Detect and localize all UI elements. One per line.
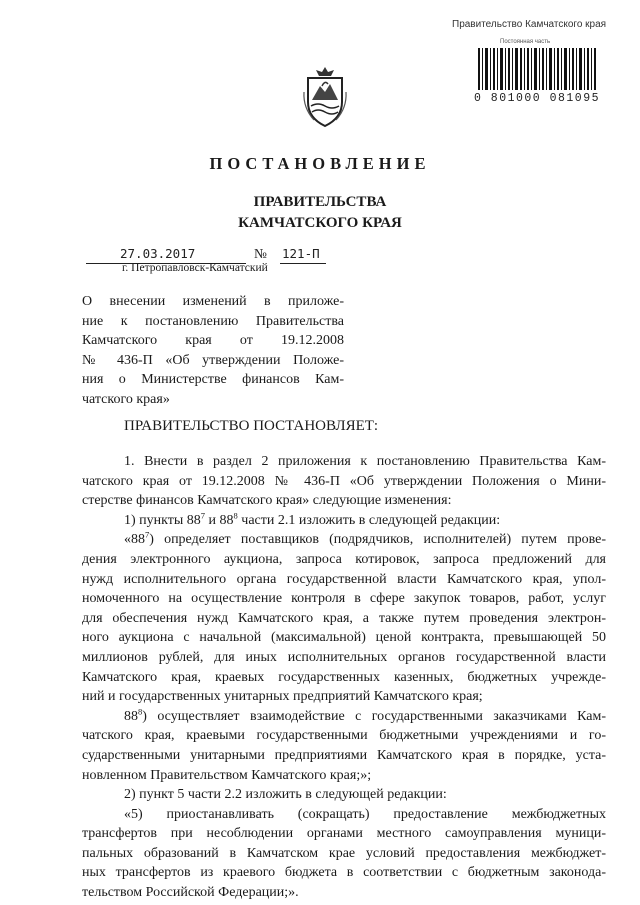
barcode-number: 0 801000 081095: [473, 92, 601, 105]
body-line: нужд исполнительного органа государственной власти Камчатского края, упол-: [82, 571, 606, 587]
number-sign: №: [254, 246, 267, 261]
body-line: для обеспечения нужд Камчатского края, а также путем проведения электрон-: [82, 610, 606, 626]
body-line: ного аукциона с начальной (максимальной) ценой контракта, превышающей 50: [82, 630, 606, 646]
city: г. Петропавловск-Камчатский: [122, 262, 268, 274]
document-type-title: ПОСТАНОВЛЕНИЕ: [209, 154, 431, 173]
document-body: [82, 452, 606, 903]
body-line: дения электронного аукциона, запроса котировок, запроса предложений для: [82, 551, 606, 567]
body-line: стерстве финансов Камчатского края» следующие изменения:: [82, 493, 452, 509]
body-line: «5) приостанавливать (сокращать) предоставление межбюджетных: [124, 806, 606, 822]
body-line: тельством Российской Федерации;».: [82, 885, 299, 901]
body-line: миллионов рублей, для иных исполнительных органов государственной власти: [82, 649, 606, 665]
decree-heading: ПРАВИТЕЛЬСТВО ПОСТАНОВЛЯЕТ:: [124, 418, 379, 434]
body-line: пальных образований в Камчатском крае условий предоставления межбюджет-: [82, 845, 606, 861]
document-date: 27.03.2017: [120, 246, 196, 261]
body-line: 1) пункты $88^7$ и $88^8$ части 2.1 изложить в следующей редакции:: [124, 510, 501, 528]
document-number: 121-П: [282, 246, 320, 261]
subject-line: № 436-П «Об утверждении Положе-: [82, 352, 344, 368]
barcode-caption: Постоянная часть: [500, 39, 551, 45]
subject-line: чатского края»: [82, 391, 170, 407]
barcode-block: [470, 38, 604, 108]
body-line: чатского края, краевыми государственными бюджетными учреждениями и го-: [82, 728, 606, 744]
subject-line: ние к постановлению Правительства: [82, 313, 344, 329]
body-line: сударственными унитарными предприятиями Камчатского края в порядке, уста-: [82, 747, 606, 763]
issuer-line-2: КАМЧАТСКОГО КРАЯ: [238, 215, 402, 231]
organization-stamp: Правительство Камчатского края: [452, 19, 607, 30]
body-line: Камчатского края, краевых государственных казенных, бюджетных учрежде-: [82, 669, 606, 685]
body-line: чатского края от 19.12.2008 № 436-П «Об утверждении Положения о Мини-: [82, 473, 606, 489]
subject-line: О внесении изменений в приложе-: [82, 294, 344, 309]
subject-line: Камчатского края от 19.12.2008: [82, 333, 344, 348]
subject-line: ния о Министерстве финансов Кам-: [82, 372, 344, 387]
body-line: номоченного на осуществление контроля в сфере закупок товаров, работ, услуг: [82, 591, 606, 607]
body-line: «$88^7$) определяет поставщиков (подрядчиков, исполнителей) путем прове-: [124, 529, 606, 548]
document-subject: [82, 292, 344, 409]
body-line: 2) пункт 5 части 2.2 изложить в следующей редакции:: [124, 787, 447, 803]
body-line: новленном Правительством Камчатского края;»;: [82, 767, 372, 783]
number-underline: [280, 263, 326, 264]
body-line: трансфертов при несоблюдении органами местного самоуправления муници-: [82, 826, 606, 842]
body-line: ных трансфертов из краевого бюджета в соответствии с бюджетным законода-: [82, 865, 606, 881]
body-line: ний и государственных унитарных предприятий Камчатского края;: [82, 689, 483, 705]
body-line: $88^8$) осуществляет взаимодействие с государственными заказчиками Кам-: [124, 706, 606, 724]
issuer-line-1: ПРАВИТЕЛЬСТВА: [253, 194, 387, 210]
coat-of-arms-icon: [300, 64, 350, 128]
barcode-icon: [478, 48, 596, 90]
body-line: 1. Внести в раздел 2 приложения к постановлению Правительства Кам-: [124, 454, 606, 469]
